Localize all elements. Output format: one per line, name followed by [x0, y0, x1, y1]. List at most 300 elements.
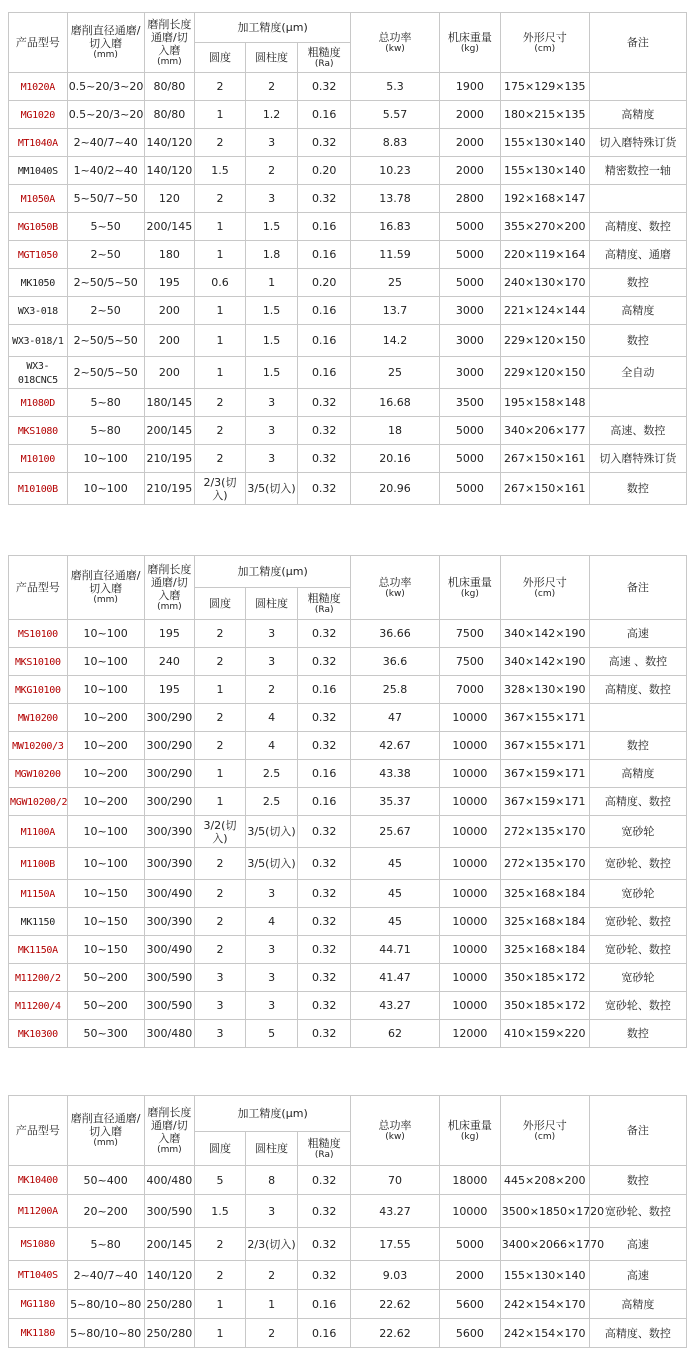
cylindricity-cell: 1.2: [245, 101, 298, 129]
model-text: WX3-018: [17, 305, 58, 317]
model-link[interactable]: MG1050B: [17, 221, 58, 233]
model-link[interactable]: MGW10200: [14, 768, 61, 780]
model-link[interactable]: MKG10100: [14, 684, 61, 696]
roundness-cell: 2: [195, 620, 246, 648]
dims-cell: 355×270×200: [500, 213, 589, 241]
remark-cell: 宽砂轮、数控: [589, 1195, 686, 1228]
header-precision: 加工精度(μm): [195, 1096, 351, 1132]
dims-cell: 229×120×150: [500, 325, 589, 357]
cylindricity-cell: 2: [245, 157, 298, 185]
spec-table-2: [8, 555, 687, 1048]
diameter-cell: 10~100: [67, 445, 144, 473]
dims-cell: 155×130×140: [500, 1261, 589, 1290]
model-link[interactable]: M1100B: [20, 858, 55, 870]
dims-cell: 410×159×220: [500, 1020, 589, 1048]
dims-cell: 180×215×135: [500, 101, 589, 129]
remark-cell: 数控: [589, 473, 686, 505]
cylindricity-cell: 3: [245, 445, 298, 473]
remark-cell: 高精度、数控: [589, 676, 686, 704]
dims-cell: 220×119×164: [500, 241, 589, 269]
model-cell: [9, 445, 68, 473]
weight-cell: 7500: [440, 648, 501, 676]
roundness-cell: 1.5: [195, 157, 246, 185]
roundness-cell: 2: [195, 185, 246, 213]
diameter-cell: 20~200: [67, 1195, 144, 1228]
model-link[interactable]: MK10400: [17, 1175, 58, 1186]
model-link[interactable]: MW10200/3: [12, 740, 64, 752]
remark-cell: 高精度、数控: [589, 788, 686, 816]
cylindricity-cell: 3: [245, 936, 298, 964]
roughness-cell: 0.16: [298, 241, 351, 269]
diameter-cell: 2~50: [67, 297, 144, 325]
diameter-cell: 2~40/7~40: [67, 129, 144, 157]
roughness-cell: 0.16: [298, 101, 351, 129]
table-row: [9, 357, 687, 389]
table-row: [9, 241, 687, 269]
power-cell: 20.96: [351, 473, 440, 505]
length-cell: 120: [144, 185, 195, 213]
roughness-cell: 0.32: [298, 732, 351, 760]
dims-cell: 350×185×172: [500, 964, 589, 992]
power-cell: 25.67: [351, 816, 440, 848]
diameter-cell: 50~300: [67, 1020, 144, 1048]
roundness-cell: 1: [195, 1319, 246, 1348]
roundness-cell: 1: [195, 101, 246, 129]
roundness-cell: 2: [195, 936, 246, 964]
cylindricity-cell: 3: [245, 620, 298, 648]
power-cell: 10.23: [351, 157, 440, 185]
dims-cell: 195×158×148: [500, 389, 589, 417]
roughness-cell: 0.32: [298, 1020, 351, 1048]
length-cell: 300/290: [144, 732, 195, 760]
diameter-cell: 50~200: [67, 992, 144, 1020]
dims-cell: 445×208×200: [500, 1166, 589, 1195]
remark-cell: 高精度: [589, 1290, 686, 1319]
header-diameter: 磨削直径通磨/切入磨 (mm): [67, 13, 144, 73]
weight-cell: 10000: [440, 936, 501, 964]
model-cell: [9, 129, 68, 157]
diameter-cell: 10~100: [67, 620, 144, 648]
cylindricity-cell: 2/3(切入): [245, 1228, 298, 1261]
table-row: [9, 1195, 687, 1228]
model-link[interactable]: MKS10100: [14, 656, 61, 668]
roughness-cell: 0.16: [298, 760, 351, 788]
remark-cell: 高精度、通磨: [589, 241, 686, 269]
roughness-cell: 0.16: [298, 788, 351, 816]
spec-table-3: [8, 1095, 687, 1348]
power-cell: 8.83: [351, 129, 440, 157]
power-cell: 43.27: [351, 992, 440, 1020]
diameter-cell: 10~100: [67, 848, 144, 880]
length-cell: 80/80: [144, 101, 195, 129]
length-cell: 400/480: [144, 1166, 195, 1195]
remark-cell: 精密数控一轴: [589, 157, 686, 185]
remark-cell: 数控: [589, 269, 686, 297]
weight-cell: 5000: [440, 445, 501, 473]
roughness-cell: 0.32: [298, 129, 351, 157]
weight-cell: 3000: [440, 357, 501, 389]
dims-cell: 350×185×172: [500, 992, 589, 1020]
power-cell: 25.8: [351, 676, 440, 704]
roundness-cell: 1: [195, 1290, 246, 1319]
header-roundness: 圆度: [195, 588, 246, 620]
table-row: [9, 1290, 687, 1319]
model-link[interactable]: MKS1080: [17, 425, 58, 437]
roughness-cell: 0.32: [298, 648, 351, 676]
table-row: [9, 908, 687, 936]
diameter-cell: 5~80/10~80: [67, 1319, 144, 1348]
header-power: 总功率 (kw): [351, 1096, 440, 1166]
diameter-cell: 10~150: [67, 936, 144, 964]
power-cell: 18: [351, 417, 440, 445]
header-remark: 备注: [589, 13, 686, 73]
roughness-cell: 0.16: [298, 297, 351, 325]
length-cell: 300/490: [144, 936, 195, 964]
diameter-cell: 10~100: [67, 816, 144, 848]
power-cell: 25: [351, 357, 440, 389]
roughness-cell: 0.16: [298, 676, 351, 704]
cylindricity-cell: 3: [245, 992, 298, 1020]
length-cell: 300/590: [144, 964, 195, 992]
remark-cell: 宽砂轮、数控: [589, 848, 686, 880]
length-cell: 200: [144, 297, 195, 325]
model-link[interactable]: M1100A: [20, 826, 55, 838]
diameter-cell: 5~80: [67, 1228, 144, 1261]
model-link[interactable]: MT1040A: [17, 137, 58, 149]
dims-cell: 229×120×150: [500, 357, 589, 389]
cylindricity-cell: 3: [245, 129, 298, 157]
roughness-cell: 0.20: [298, 269, 351, 297]
roughness-cell: 0.32: [298, 417, 351, 445]
remark-cell: 数控: [589, 732, 686, 760]
header-weight: 机床重量 (kg): [440, 1096, 501, 1166]
model-link[interactable]: M11200A: [17, 1206, 58, 1217]
table-row: [9, 676, 687, 704]
weight-cell: 10000: [440, 992, 501, 1020]
model-link[interactable]: MK1150A: [17, 944, 58, 956]
model-link[interactable]: M1020A: [20, 81, 55, 93]
remark-cell: [589, 185, 686, 213]
length-cell: 250/280: [144, 1290, 195, 1319]
table-row: [9, 417, 687, 445]
roughness-cell: 0.32: [298, 1166, 351, 1195]
cylindricity-cell: 4: [245, 908, 298, 936]
length-cell: 195: [144, 620, 195, 648]
power-cell: 36.66: [351, 620, 440, 648]
model-link[interactable]: MG1020: [20, 109, 55, 121]
model-link[interactable]: M11200/4: [14, 1000, 61, 1012]
roughness-cell: 0.32: [298, 620, 351, 648]
roundness-cell: 2: [195, 417, 246, 445]
table-row: [9, 129, 687, 157]
remark-cell: 高精度: [589, 760, 686, 788]
remark-cell: 高精度: [589, 101, 686, 129]
dims-cell: 367×159×171: [500, 760, 589, 788]
power-cell: 16.83: [351, 213, 440, 241]
roughness-cell: 0.32: [298, 848, 351, 880]
length-cell: 195: [144, 269, 195, 297]
table-row: [9, 1228, 687, 1261]
remark-cell: 宽砂轮、数控: [589, 992, 686, 1020]
weight-cell: 5000: [440, 269, 501, 297]
length-cell: 210/195: [144, 473, 195, 505]
diameter-cell: 10~150: [67, 908, 144, 936]
roughness-cell: 0.32: [298, 73, 351, 101]
dims-cell: 340×142×190: [500, 648, 589, 676]
header-row: [9, 1096, 687, 1132]
length-cell: 300/390: [144, 816, 195, 848]
length-cell: 240: [144, 648, 195, 676]
power-cell: 16.68: [351, 389, 440, 417]
power-cell: 41.47: [351, 964, 440, 992]
model-link[interactable]: MGW10200/2: [10, 796, 68, 808]
weight-cell: 5000: [440, 473, 501, 505]
roughness-cell: 0.32: [298, 704, 351, 732]
dims-cell: 340×142×190: [500, 620, 589, 648]
model-cell: [9, 73, 68, 101]
roughness-cell: 0.20: [298, 157, 351, 185]
remark-cell: 高速: [589, 1261, 686, 1290]
model-link[interactable]: M10100B: [17, 483, 58, 495]
header-model: 产品型号: [9, 1096, 68, 1166]
length-cell: 300/590: [144, 1195, 195, 1228]
remark-cell: 高精度、数控: [589, 1319, 686, 1348]
model-link[interactable]: MGT1050: [17, 249, 58, 261]
power-cell: 43.38: [351, 760, 440, 788]
weight-cell: 10000: [440, 732, 501, 760]
table-row: [9, 648, 687, 676]
roundness-cell: 2: [195, 848, 246, 880]
power-cell: 20.16: [351, 445, 440, 473]
header-roughness: 粗糙度 (Ra): [298, 43, 351, 73]
roughness-cell: 0.32: [298, 816, 351, 848]
roundness-cell: 1: [195, 760, 246, 788]
weight-cell: 7000: [440, 676, 501, 704]
remark-cell: 高精度: [589, 297, 686, 325]
weight-cell: 5000: [440, 417, 501, 445]
remark-cell: 高速: [589, 1228, 686, 1261]
remark-cell: 宽砂轮、数控: [589, 936, 686, 964]
model-text: MK1050: [20, 277, 55, 289]
model-link[interactable]: M1050A: [20, 193, 55, 205]
roundness-cell: 2/3(切入): [195, 473, 246, 505]
model-cell: [9, 101, 68, 129]
header-model: 产品型号: [9, 13, 68, 73]
weight-cell: 12000: [440, 1020, 501, 1048]
cylindricity-cell: 2.5: [245, 760, 298, 788]
header-weight: 机床重量 (kg): [440, 13, 501, 73]
remark-cell: [589, 73, 686, 101]
table-row: [9, 964, 687, 992]
header-power: 总功率 (kw): [351, 556, 440, 620]
length-cell: 300/390: [144, 848, 195, 880]
model-cell: [9, 357, 68, 389]
roughness-cell: 0.32: [298, 445, 351, 473]
roundness-cell: 1.5: [195, 1195, 246, 1228]
roughness-cell: 0.32: [298, 185, 351, 213]
length-cell: 200/145: [144, 1228, 195, 1261]
dims-cell: 267×150×161: [500, 473, 589, 505]
dims-cell: 325×168×184: [500, 880, 589, 908]
table-row: [9, 704, 687, 732]
roundness-cell: 1: [195, 676, 246, 704]
dims-cell: 325×168×184: [500, 936, 589, 964]
weight-cell: 7500: [440, 620, 501, 648]
model-cell: [9, 157, 68, 185]
cylindricity-cell: 2: [245, 1319, 298, 1348]
weight-cell: 10000: [440, 880, 501, 908]
model-cell: [9, 880, 68, 908]
model-link[interactable]: MK10300: [17, 1028, 58, 1040]
spec-table-1: [8, 12, 687, 505]
roughness-cell: 0.32: [298, 1261, 351, 1290]
roundness-cell: 0.6: [195, 269, 246, 297]
model-cell: [9, 417, 68, 445]
roundness-cell: 1: [195, 325, 246, 357]
header-dims: 外形尺寸 (cm): [500, 556, 589, 620]
roundness-cell: 2: [195, 648, 246, 676]
model-link[interactable]: M10100: [20, 453, 55, 465]
remark-cell: 切入磨特殊订货: [589, 445, 686, 473]
diameter-cell: 50~200: [67, 964, 144, 992]
roundness-cell: 1: [195, 213, 246, 241]
model-link[interactable]: MW10200: [17, 712, 58, 724]
diameter-cell: 10~100: [67, 648, 144, 676]
weight-cell: 18000: [440, 1166, 501, 1195]
roundness-cell: 2: [195, 73, 246, 101]
diameter-cell: 10~200: [67, 760, 144, 788]
table-row: [9, 157, 687, 185]
model-text: MM1040S: [17, 165, 58, 177]
weight-cell: 2800: [440, 185, 501, 213]
cylindricity-cell: 5: [245, 1020, 298, 1048]
roundness-cell: 2: [195, 389, 246, 417]
diameter-cell: 5~80: [67, 389, 144, 417]
diameter-cell: 0.5~20/3~20: [67, 101, 144, 129]
power-cell: 14.2: [351, 325, 440, 357]
length-cell: 140/120: [144, 157, 195, 185]
header-cylindricity: 圆柱度: [245, 588, 298, 620]
length-cell: 210/195: [144, 445, 195, 473]
header-dims: 外形尺寸 (cm): [500, 13, 589, 73]
table-row: [9, 620, 687, 648]
table-row: [9, 1319, 687, 1348]
roughness-cell: 0.32: [298, 992, 351, 1020]
table-row: [9, 213, 687, 241]
power-cell: 35.37: [351, 788, 440, 816]
header-diameter: 磨削直径通磨/切入磨 (mm): [67, 556, 144, 620]
table-row: [9, 101, 687, 129]
header-cylindricity: 圆柱度: [245, 43, 298, 73]
dims-cell: 267×150×161: [500, 445, 589, 473]
roughness-cell: 0.16: [298, 1319, 351, 1348]
model-cell: [9, 936, 68, 964]
model-cell: [9, 325, 68, 357]
diameter-cell: 2~40/7~40: [67, 1261, 144, 1290]
model-cell: [9, 732, 68, 760]
dims-cell: 155×130×140: [500, 129, 589, 157]
model-cell: [9, 1261, 68, 1290]
header-cylindricity: 圆柱度: [245, 1132, 298, 1166]
model-link[interactable]: M1080D: [20, 397, 55, 409]
table-row: [9, 992, 687, 1020]
table-row: [9, 732, 687, 760]
remark-cell: [589, 389, 686, 417]
weight-cell: 3000: [440, 325, 501, 357]
model-link[interactable]: MG1180: [20, 1299, 55, 1310]
remark-cell: 高速 、数控: [589, 648, 686, 676]
weight-cell: 10000: [440, 788, 501, 816]
power-cell: 5.57: [351, 101, 440, 129]
length-cell: 180/145: [144, 389, 195, 417]
power-cell: 11.59: [351, 241, 440, 269]
remark-cell: 切入磨特殊订货: [589, 129, 686, 157]
model-cell: [9, 760, 68, 788]
roughness-cell: 0.32: [298, 473, 351, 505]
power-cell: 47: [351, 704, 440, 732]
cylindricity-cell: 3: [245, 389, 298, 417]
power-cell: 62: [351, 1020, 440, 1048]
remark-cell: [589, 704, 686, 732]
length-cell: 300/290: [144, 788, 195, 816]
table-row: [9, 297, 687, 325]
remark-cell: 全自动: [589, 357, 686, 389]
table-row: [9, 389, 687, 417]
model-link[interactable]: MS10100: [17, 628, 58, 640]
length-cell: 250/280: [144, 1319, 195, 1348]
model-text: MK1150: [20, 916, 55, 928]
model-cell: [9, 241, 68, 269]
roundness-cell: 3: [195, 992, 246, 1020]
header-weight: 机床重量 (kg): [440, 556, 501, 620]
length-cell: 80/80: [144, 73, 195, 101]
roundness-cell: 3: [195, 1020, 246, 1048]
model-link[interactable]: MS1080: [20, 1239, 55, 1250]
model-cell: [9, 473, 68, 505]
model-cell: [9, 848, 68, 880]
diameter-cell: 5~80: [67, 417, 144, 445]
model-cell: [9, 816, 68, 848]
diameter-cell: 10~100: [67, 473, 144, 505]
header-row: [9, 13, 687, 43]
diameter-cell: 50~400: [67, 1166, 144, 1195]
model-link[interactable]: M11200/2: [14, 972, 61, 984]
header-length: 磨削长度通磨/切入磨 (mm): [144, 1096, 195, 1166]
dims-cell: 272×135×170: [500, 816, 589, 848]
model-link[interactable]: M1150A: [20, 888, 55, 900]
cylindricity-cell: 8: [245, 1166, 298, 1195]
power-cell: 22.62: [351, 1290, 440, 1319]
length-cell: 140/120: [144, 1261, 195, 1290]
roughness-cell: 0.16: [298, 325, 351, 357]
roughness-cell: 0.16: [298, 1290, 351, 1319]
roundness-cell: 3/2(切入): [195, 816, 246, 848]
diameter-cell: 2~50/5~50: [67, 269, 144, 297]
model-link[interactable]: MK1180: [20, 1328, 55, 1339]
cylindricity-cell: 1.5: [245, 357, 298, 389]
dims-cell: 3400×2066×1770: [500, 1228, 589, 1261]
roundness-cell: 2: [195, 704, 246, 732]
cylindricity-cell: 2: [245, 1261, 298, 1290]
dims-cell: 272×135×170: [500, 848, 589, 880]
dims-cell: 175×129×135: [500, 73, 589, 101]
header-roundness: 圆度: [195, 43, 246, 73]
weight-cell: 3000: [440, 297, 501, 325]
table-row: [9, 1261, 687, 1290]
model-link[interactable]: MT1040S: [17, 1270, 58, 1281]
model-cell: [9, 788, 68, 816]
cylindricity-cell: 1: [245, 1290, 298, 1319]
